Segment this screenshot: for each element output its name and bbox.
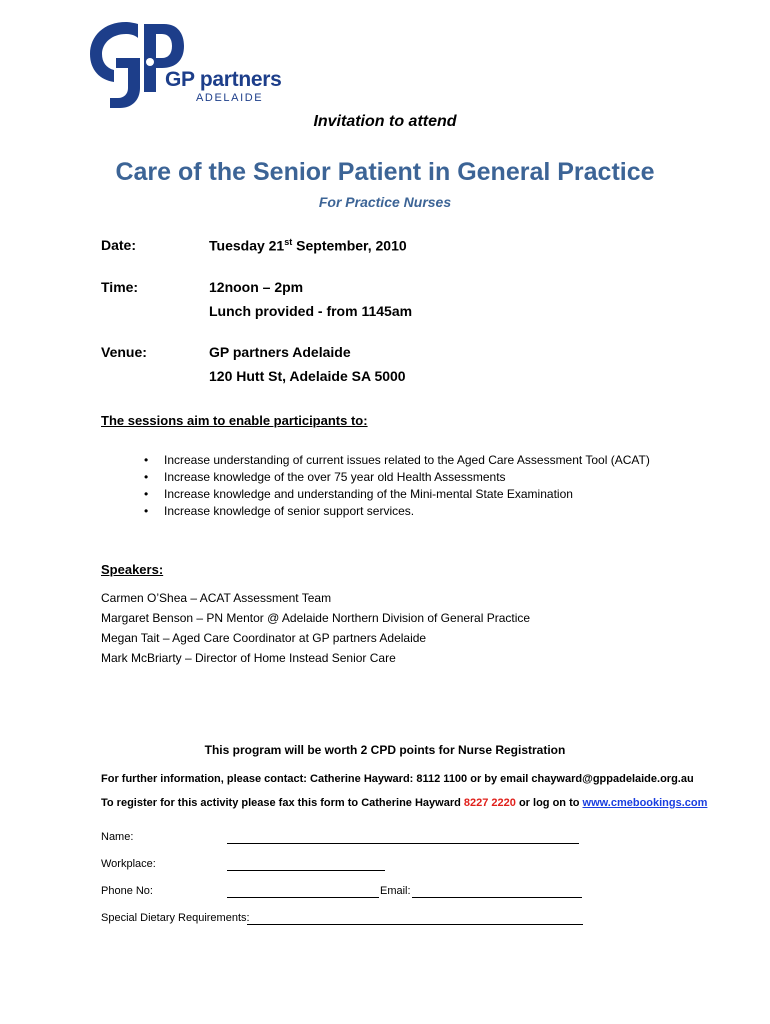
dietary-label: Special Dietary Requirements: — [101, 912, 250, 924]
gp-partners-logo — [86, 18, 282, 110]
list-item: • Increase knowledge of the over 75 year old Health Assessments — [144, 470, 506, 484]
name-label: Name: — [101, 831, 134, 843]
event-audience: For Practice Nurses — [318, 194, 452, 210]
email-label: Email: — [380, 885, 411, 897]
invitation-heading: Invitation to attend — [313, 113, 457, 130]
cpd-note: This program will be worth 2 CPD points for Nurse Registration — [204, 743, 566, 757]
event-title: Care of the Senior Patient in General Practice — [115, 158, 655, 186]
date-ordinal: st — [284, 237, 293, 247]
name-input[interactable] — [227, 843, 579, 844]
list-item: Carmen O’Shea – ACAT Assessment Team — [101, 591, 332, 605]
workplace-label: Workplace: — [101, 858, 156, 870]
list-item: Mark McBriarty – Director of Home Instead Senior Care — [101, 651, 396, 665]
time-label: Time: — [101, 279, 139, 295]
bullet-icon: • — [144, 487, 149, 501]
bullet-icon: • — [144, 453, 149, 467]
workplace-input[interactable] — [227, 870, 385, 871]
phone-input[interactable] — [227, 897, 379, 898]
venue-label: Venue: — [101, 344, 147, 360]
list-item: • Increase knowledge of senior support services. — [144, 504, 415, 518]
email-input[interactable] — [412, 897, 582, 898]
list-item: Megan Tait – Aged Care Coordinator at GP partners Adelaide — [101, 631, 427, 645]
venue-name: GP partners Adelaide — [209, 344, 351, 360]
fax-number: 8227 2220 — [463, 797, 516, 809]
aims-heading: The sessions aim to enable participants to: — [101, 413, 368, 428]
logo-city: ADELAIDE — [196, 92, 264, 104]
logo-name: GP partners — [165, 68, 282, 91]
phone-label: Phone No: — [101, 885, 153, 897]
contact-info: For further information, please contact: Catherine Hayward: 8112 1100 or by email chayward@gppadelaide.org.au — [101, 773, 694, 785]
aims-list — [140, 452, 650, 520]
register-info: To register for this activity please fax this form to Catherine Hayward 8227 2220 or log on to www.cmebookings.com — [101, 797, 708, 809]
list-item: • Increase knowledge and understanding of the Mini-mental State Examination — [144, 487, 573, 501]
speakers-heading: Speakers: — [101, 562, 164, 577]
venue-address: 120 Hutt St, Adelaide SA 5000 — [209, 368, 406, 384]
speakers-list — [101, 588, 530, 668]
dietary-input[interactable] — [247, 924, 583, 925]
time-value: 12noon – 2pm — [209, 279, 304, 295]
list-item: Margaret Benson – PN Mentor @ Adelaide Northern Division of General Practice — [101, 611, 531, 625]
date-label: Date: — [101, 237, 137, 253]
website-link[interactable]: www.cmebookings.com — [582, 797, 708, 809]
lunch-note: Lunch provided - from 1145am — [209, 303, 413, 319]
bullet-icon: • — [144, 504, 149, 518]
bullet-icon: • — [144, 470, 149, 484]
date-value: Tuesday 21st September, 2010 — [209, 237, 407, 254]
list-item: • Increase understanding of current issues related to the Aged Care Assessment Tool (ACAT) — [144, 453, 650, 467]
